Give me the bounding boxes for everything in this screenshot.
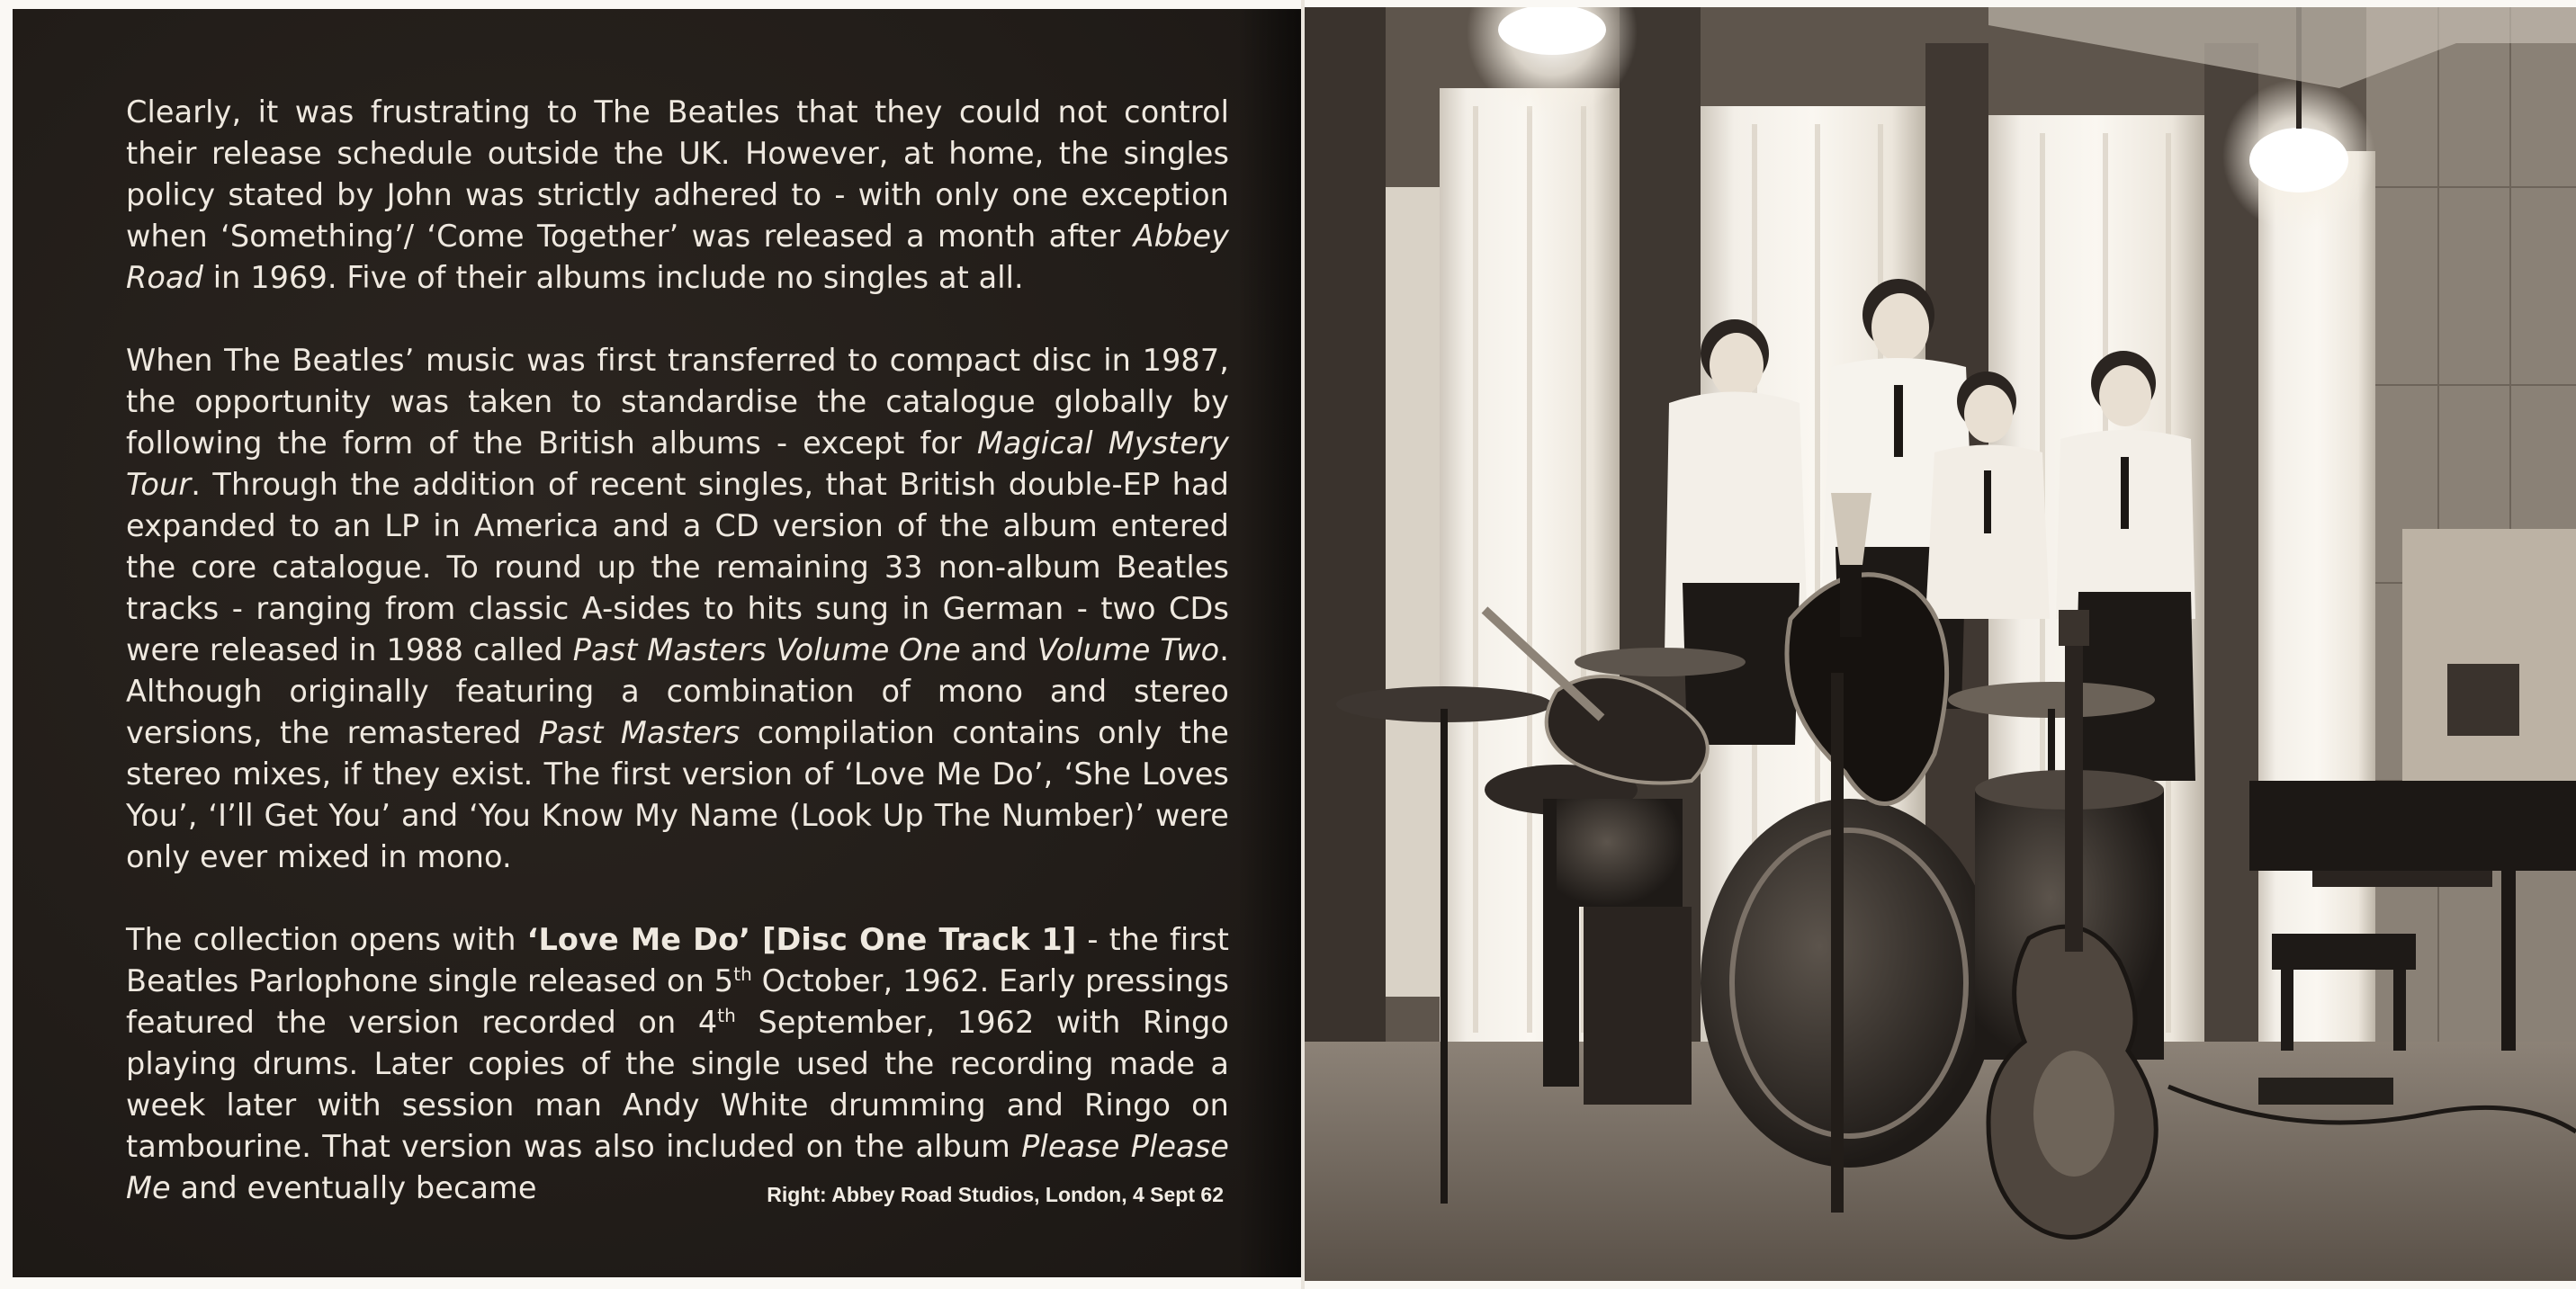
em-run: Abbey Road: [126, 219, 1229, 295]
body-paragraph: [126, 92, 1229, 299]
em-run: Past Masters Volume One: [572, 632, 961, 667]
body-paragraph: [126, 919, 1229, 1209]
body-text: [126, 92, 1229, 1250]
photo-caption: Right: Abbey Road Studios, London, 4 Sept 62: [767, 1183, 1224, 1206]
em-run: Past Masters: [538, 715, 740, 750]
studio-photo: [1305, 7, 2576, 1281]
sup-run: th: [733, 963, 752, 985]
em-run: Magical Mystery Tour: [126, 425, 1229, 502]
text-run: - the first Beatles Parlophone single released on 5: [126, 922, 1229, 998]
text-run: . Through the addition of recent singles, that British double-EP had expanded to an LP in America and a CD version of the album entered the core catalogue. To round up the remaining 33 non-album Beatles tracks - ranging from classic A-sides to hits sung in German - two CDs were released in 1988 called: [126, 467, 1229, 667]
text-run: and eventually became: [170, 1170, 537, 1205]
em-run: Volume Two: [1037, 632, 1220, 667]
photo-page: [1305, 7, 2576, 1281]
body-paragraph: [126, 340, 1229, 878]
text-run: . Although originally featuring a combination of mono and stereo versions, the remastered: [126, 632, 1229, 750]
text-run: compilation contains only the stereo mixes, if they exist. The first version of ‘Love Me Do’, ‘She Loves You’, ‘I’ll Get You’ and ‘You Know My Name (Look Up The Number)’ were only ever mixed in mono.: [126, 715, 1229, 874]
em-run: Please Please Me: [126, 1129, 1230, 1205]
text-run: When The Beatles’ music was first transferred to compact disc in 1987, the opportunity was taken to standardise the catalogue globally by following the form of the British albums - except for: [126, 343, 1229, 461]
strong-run: ‘Love Me Do’ [Disc One Track 1]: [526, 922, 1077, 957]
sup-run: th: [717, 1005, 736, 1026]
text-run: October, 1962. Early pressings featured the version recorded on 4: [126, 963, 1229, 1040]
text-run: Clearly, it was frustrating to The Beatles that they could not control their release schedule outside the UK. However, at home, the singles policy stated by John was strictly adhered to - with only one exception when ‘Something’/ ‘Come Together’ was released a month after: [126, 94, 1229, 254]
text-page: [13, 9, 1301, 1277]
text-run: and: [960, 632, 1037, 667]
text-run: September, 1962 with Ringo playing drums. Later copies of the single used the recording made a week later with session man Andy White drumming and Ringo on tambourine. That version was also included on the album: [126, 1005, 1229, 1164]
text-run: in 1969. Five of their albums include no singles at all.: [202, 260, 1024, 295]
text-run: The collection opens with: [126, 922, 527, 957]
